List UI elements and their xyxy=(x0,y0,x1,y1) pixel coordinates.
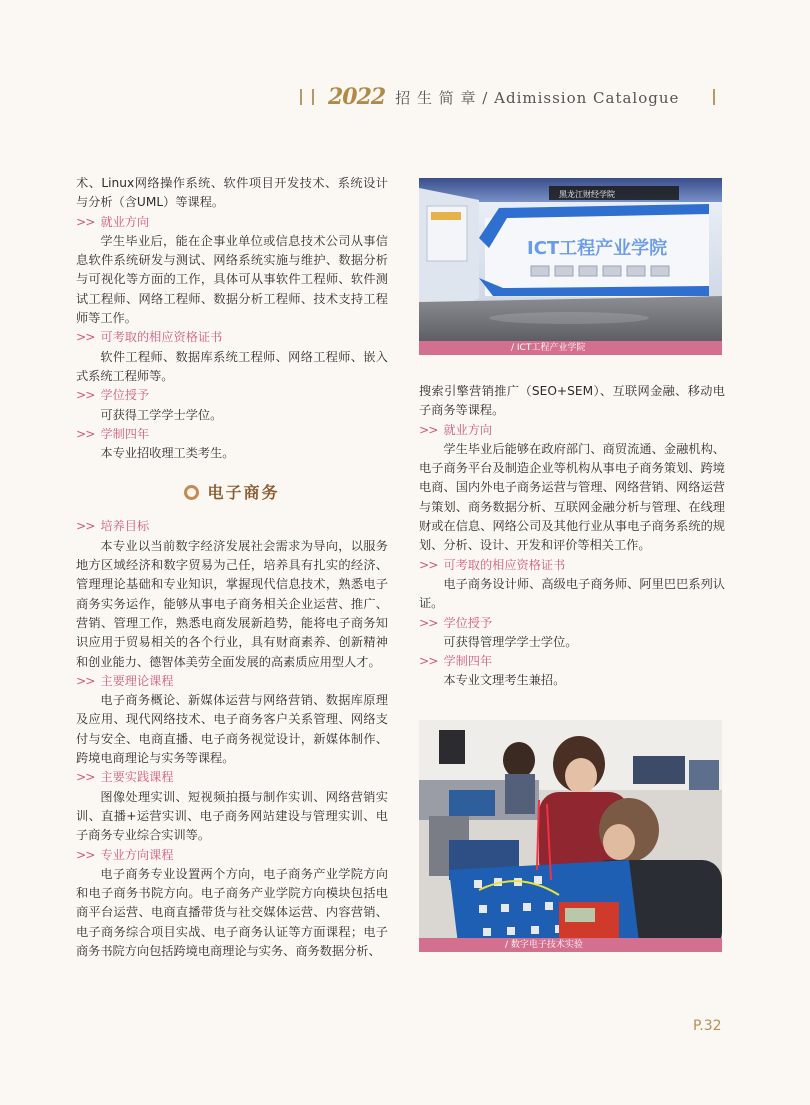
header-divider xyxy=(713,89,715,105)
paragraph: 软件工程师、数据库系统工程师、网络工程师、嵌入式系统工程师等。 xyxy=(76,349,388,383)
section-label: >> 培养目标 xyxy=(76,519,150,534)
paragraph: 可获得管理学学士学位。 xyxy=(443,634,578,649)
right-column xyxy=(419,382,725,691)
paragraph: 学生毕业后能够在政府部门、商贸流通、金融机构、电子商务平台及制造企业等机构从事电子商务策划、跨境电商、国内外电子商务运营与管理、网络营销、网络运营与策划、商务数据分析、互联网金融分析与管理、在线理财或在信息、网络公司及其他行业从事电子商务系统的规划、分析、设计、开发和评价等相关工作。 xyxy=(419,441,725,553)
paragraph: 本专业文理考生兼招。 xyxy=(443,673,566,688)
ict-college-photo xyxy=(419,178,722,355)
year-logo: 2022 xyxy=(328,84,386,110)
header-title: 招 生 简 章 / Adimission Catalogue xyxy=(395,88,680,107)
section-label: >> 专业方向课程 xyxy=(76,847,174,862)
paragraph: 本专业以当前数字经济发展社会需求为导向，以服务地方区域经济和数字贸易为己任，培养具有扎实的经济、管理理论基础和专业知识，掌握现代信息技术，熟悉电子商务实务运作，能够从事电子商务相关企业运营、推广、营销、管理工作，熟悉电商发展新趋势，能将电子商务知识应用于贸易相关的各个行业，具有财商素养、创新精神和创业能力、德智体美劳全面发展的高素质应用型人才。 xyxy=(76,538,388,669)
photo-caption: / ICT工程产业学院 xyxy=(419,341,722,355)
paragraph: 本专业招收理工类考生。 xyxy=(100,446,235,461)
circle-bullet-icon xyxy=(184,485,199,500)
header-divider xyxy=(312,89,314,105)
paragraph: 搜索引擎营销推广（SEO+SEM）、互联网金融、移动电子商务等课程。 xyxy=(419,384,725,418)
left-column xyxy=(76,174,388,961)
section-label: >> 主要实践课程 xyxy=(76,770,174,785)
paragraph: 术、Linux网络操作系统、软件项目开发技术、系统设计与分析（含UML）等课程。 xyxy=(76,176,388,210)
section-label: >> 就业方向 xyxy=(419,422,493,437)
major-title: 电子商务 xyxy=(207,482,280,502)
section-label: >> 可考取的相应资格证书 xyxy=(76,330,223,345)
lab-photo xyxy=(419,720,722,952)
major-heading xyxy=(76,481,388,503)
college-name-sign: 黑龙江财经学院 xyxy=(559,190,615,199)
ict-wall-sign: ICT工程产业学院 xyxy=(527,238,668,259)
section-label: >> 学制四年 xyxy=(419,654,493,669)
paragraph: 图像处理实训、短视频拍摄与制作实训、网络营销实训、直播+运营实训、电子商务网站建设与管理实训、电子商务专业综合实训等。 xyxy=(76,789,388,843)
paragraph: 电子商务设计师、高级电子商务师、阿里巴巴系列认证。 xyxy=(419,576,725,611)
page-header xyxy=(300,84,715,110)
section-label: >> 学制四年 xyxy=(76,426,150,441)
header-divider xyxy=(300,89,302,105)
section-label: >> 学位授予 xyxy=(76,388,150,403)
paragraph: 电子商务专业设置两个方向，电子商务产业学院方向和电子商务书院方向。电子商务产业学院方向模块包括电商平台运营、电商直播带货与社交媒体运营、内容营销、电子商务综合项目实战、电子商务认证等方面课程；电子商务书院方向包括跨境电商理论与实务、商务数据分析、 xyxy=(76,866,388,958)
photo-caption: / 数字电子技术实验 xyxy=(419,938,722,952)
lab-illustration xyxy=(419,720,722,952)
paragraph: 学生毕业后，能在企事业单位或信息技术公司从事信息软件系统研发与测试、网络系统实施与维护、数据分析与可视化等方面的工作，具体可从事软件工程师、软件测试工程师、网络工程师、数据分析工程师、技术支持工程师等工作。 xyxy=(76,233,388,326)
section-label: >> 就业方向 xyxy=(76,214,150,229)
ict-hall-illustration xyxy=(419,178,722,355)
page-number: P.32 xyxy=(693,1018,722,1034)
section-label: >> 可考取的相应资格证书 xyxy=(419,557,566,572)
paragraph: 可获得工学学士学位。 xyxy=(100,407,223,422)
paragraph: 电子商务概论、新媒体运营与网络营销、数据库原理及应用、现代网络技术、电子商务客户关系管理、网络支付与安全、电商直播、电子商务视觉设计，新媒体制作、跨境电商理论与实务等课程。 xyxy=(76,693,388,766)
section-label: >> 学位授予 xyxy=(419,615,493,630)
section-label: >> 主要理论课程 xyxy=(76,673,174,688)
